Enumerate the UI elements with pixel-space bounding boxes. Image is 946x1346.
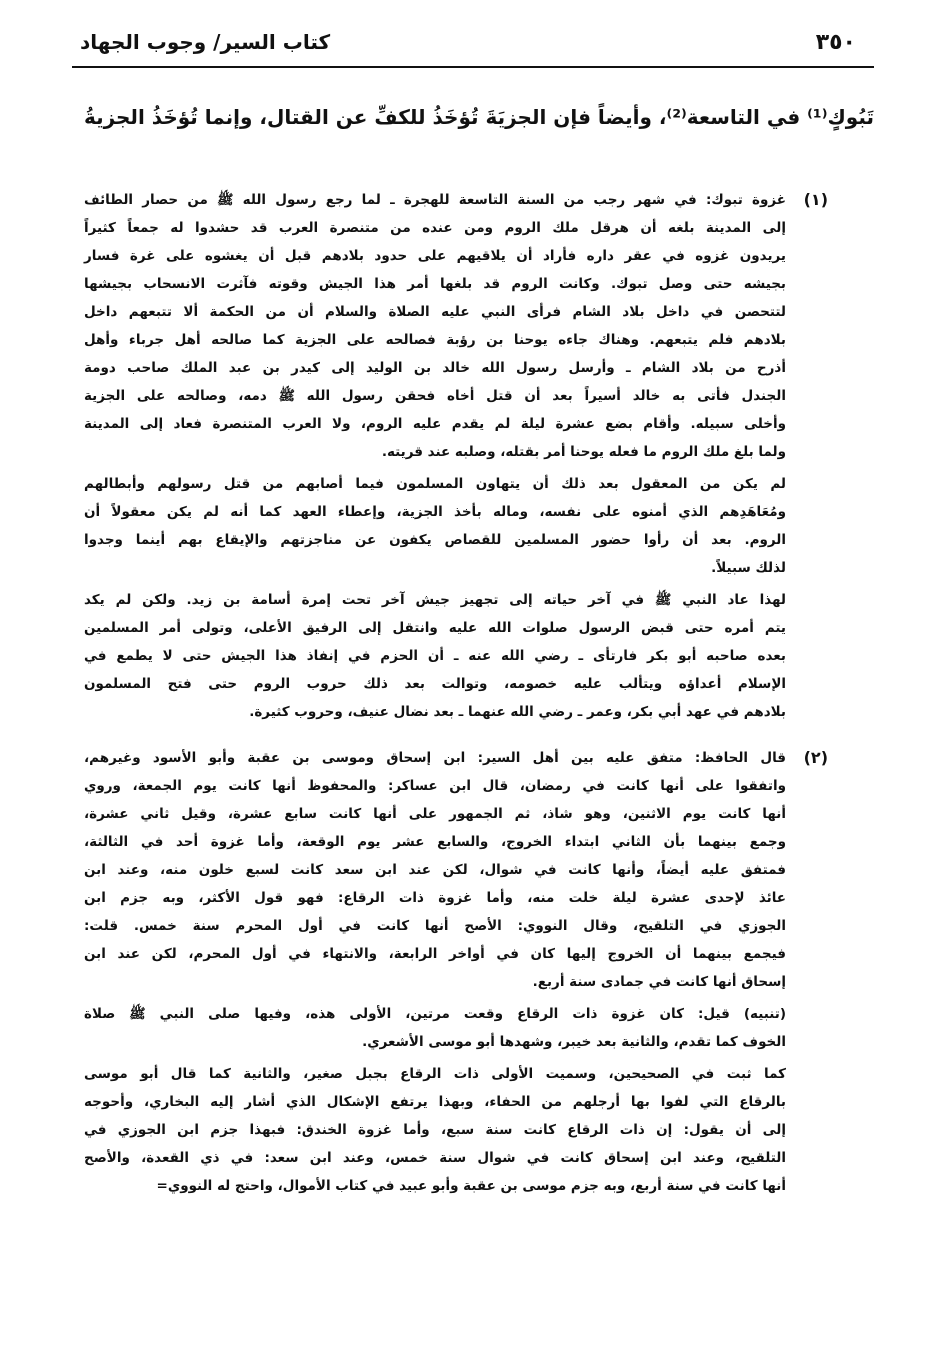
footnote-line: كما ثبت في الصحيحين، وسميت الأولى ذات الرقاع بجبل صغير، والثانية كما قال أبو موسى (84, 1066, 786, 1082)
footnote-number: (٢) (803, 748, 828, 767)
footnote-line: ولما بلغ ملك الروم ما فعله يوحنا أمر بقتله، وصلبه عند قريته. (381, 444, 786, 460)
footnote (84, 744, 828, 1200)
footnote-line: يتم أمره حتى قبض الرسول صلوات الله عليه وانتقل إلى الرفيق الأعلى، وتولى أمر المسلمين (84, 620, 786, 636)
footnote-line: بجيشه حتى وصل تبوك. وكانت الروم قد بلغها أمر هذا الجيش وقوته فآثرت الانسحاب بجيشها (84, 276, 786, 292)
footnote-line: أنها كانت يوم الاثنين، وهو شاذ، ثم الجمهور على أنها كانت سابع عشرة، وقيل ثاني عشرة، (84, 806, 786, 822)
footnotes (84, 186, 828, 1204)
footnote-paragraph (84, 744, 786, 996)
footnote-line: التلقيح، وعند ابن إسحاق كانت في شوال سنة خمس، وعند ابن سعد: في ذي القعدة، والأصح (84, 1150, 786, 1166)
footnote-paragraph (84, 1060, 786, 1200)
footnote-line: لهذا عاد النبي ﷺ في آخر حياته إلى تجهيز جيش آخر تحت إمرة أسامة بن زيد. ولكن لم يكد (84, 592, 786, 608)
main-text-line: تَبُوكٍ⁽¹⁾ في التاسعة⁽²⁾، وأيضاً فإن الجزيَةَ تُؤخَذُ للكفِّ عن القتال، وإنما تُؤخَذُ الجزيةُ (83, 105, 874, 129)
footnote-line: بعده صاحبه أبو بكر فارتأى ـ رضي الله عنه ـ أن الحزم في إنفاذ هذا الجيش حتى لا يطمع في (84, 648, 786, 664)
footnote-number: (١) (803, 190, 828, 209)
footnote-line: عائذ لإحدى عشرة ليلة خلت منه، وأما غزوة ذات الرقاع: فهو قول الأكثر، وبه جزم ابن (84, 890, 786, 906)
running-header-title: كتاب السير/ وجوب الجهاد (80, 30, 331, 54)
footnote-line: إسحاق أنها كانت في جمادى سنة أربع. (532, 974, 786, 990)
footnote-line: يريدون غزوه في عقر داره فأراد أن يلاقيهم على حدود بلادهم قبل أن يغشوه على غرة فسار (84, 248, 786, 264)
footnote-line: واتفقوا على أنها كانت في رمضان، قال ابن عساكر: والمحفوظ أنها كانت يوم الجمعة، وروي (84, 778, 786, 794)
footnote-paragraph (84, 586, 786, 726)
footnote-line: لتتحصن في داخل بلاد الشام فرأى النبي عليه الصلاة والسلام أن من الحكمة ألا تتبعهم داخل (84, 304, 786, 320)
footnote-line: بالرقاع التي لفوا بها أرجلهم من الحفاء، وبهذا يرتفع الإشكال الذي أشار إليه البخاري، وأحوجه (84, 1094, 786, 1110)
footnote (84, 186, 828, 726)
footnote-line: أذرح من بلاد الشام ـ وأرسل رسول الله خالد بن الوليد إلى كيدر بن عبد الملك صاحب دومة (84, 360, 786, 376)
footnote-line: الخوف كما تقدم، والثانية بعد خيبر، وشهدها أبو موسى الأشعري. (362, 1034, 786, 1050)
footnote-line: لذلك سبيلاً. (711, 560, 786, 576)
footnote-line: لم يكن من المعقول بعد ذلك أن يتهاون المسلمون فيما أصابهم من قتل رسولهم وأبطالهم (84, 476, 786, 492)
footnote-line: غزوة تبوك: في شهر رجب من السنة التاسعة للهجرة ـ لما رجع رسول الله ﷺ من حصار الطائف (84, 192, 786, 208)
footnote-line: الجوزي في التلقيح، وقال النووي: الأصح أنها كانت في أول المحرم سنة خمس. قلت: (84, 918, 786, 934)
footnote-line: إلى أن يقول: إن ذات الرقاع كانت سنة سبع، وأما غزوة الخندق: فبهذا جزم ابن الجوزي في (84, 1122, 786, 1138)
footnote-line: ومُعَاهَدِهم الذي أمنوه على نفسه، وماله بأخذ الجزية، وإعطاء العهد كما أنه لم يكن معقولاً أن (84, 504, 786, 520)
footnote-line: وجمع بينهما بأن الثاني ابتداء الخروج، والسابع عشر يوم الوقعة، وأما غزوة أحد في الثالثة، (84, 834, 786, 850)
footnote-line: قال الحافظ: متفق عليه بين أهل السير: ابن إسحاق وموسى بن عقبة وأبو الأسود وغيرهم، (84, 750, 786, 766)
footnote-line: بلادهم فلم يتبعهم. وهناك جاءه يوحنا بن رؤبة فصالحه على الجزية كما صالحه أهل جرباء وأهل (84, 332, 786, 348)
footnote-paragraph (84, 470, 786, 582)
footnote-line: وأخلى سبيله. وأقام بضع عشرة ليلة لم يقدم عليه الروم، ولا العرب المتنصرة فعاد إلى المدينة (84, 416, 786, 432)
footnote-line: فمتفق عليه أيضاً، وأنها كانت في شوال، لكن عند ابن سعد كانت لسبع خلون منه، وعند ابن (84, 862, 786, 878)
footnote-paragraph (84, 1000, 786, 1056)
header-divider (72, 66, 874, 68)
footnote-line: أنها كانت في سنة أربع، وبه جزم موسى بن عقبة وأبو عبيد في كتاب الأموال، واحتج له النووي= (156, 1178, 786, 1194)
footnote-line: (تنبيه) قيل: كان غزوة ذات الرقاع وقعت مرتين، الأولى هذه، وفيها صلى النبي ﷺ صلاة (84, 1006, 786, 1022)
footnote-line: الجندل فأتى به خالد أسيراً بعد أن قتل أخاه فحقن رسول الله ﷺ دمه، وصالحه على الجزية (84, 388, 786, 404)
footnote-line: الإسلام أعداؤه ويتألب عليه خصومه، وتوالت بعد ذلك حروب الروم حتى فتح المسلمون (84, 676, 786, 692)
footnote-line: الروم. بعد أن رأوا حضور المسلمين للقصاص يكفون عن مناجزتهم والإيقاع بهم أينما وجدوا (84, 532, 786, 548)
page-number: ٣٥٠ (815, 30, 856, 55)
footnote-line: إلى المدينة بلغه أن هرقل ملك الروم ومن عنده من متنصرة العرب قد حشدوا له جمعاً كثيراً (84, 220, 786, 236)
footnote-paragraph (84, 186, 786, 466)
footnote-line: فيجمع بينهما أن الخروج إليها كان في أواخر الرابعة، والانتهاء في أول المحرم، لكن عند ابن (84, 946, 786, 962)
footnote-line: بلادهم في عهد أبي بكر، وعمر ـ رضي الله عنهما ـ بعد نضال عنيف، وحروب كثيرة. (249, 704, 786, 720)
